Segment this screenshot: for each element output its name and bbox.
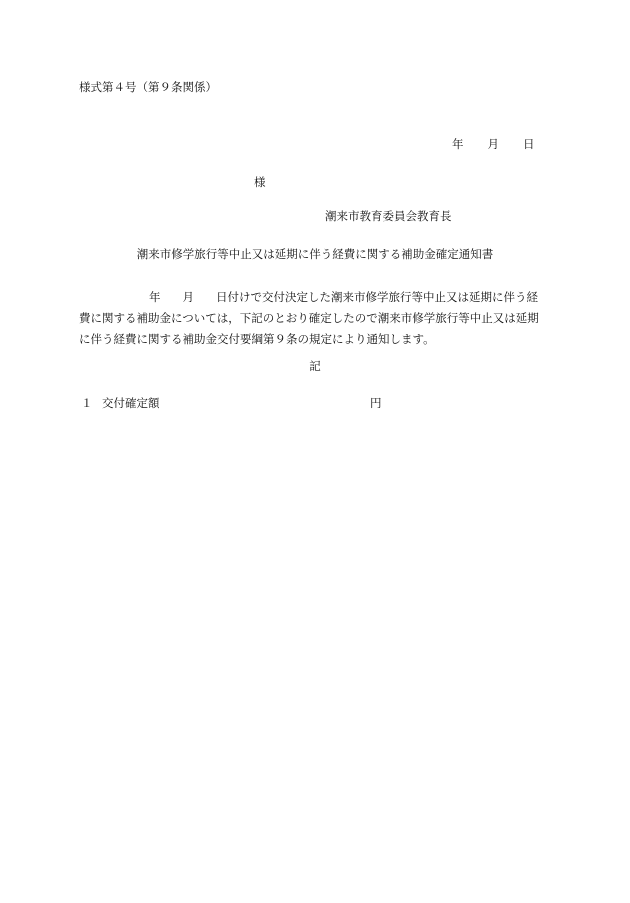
date-line [452, 139, 535, 151]
body-line-1-text: 日付けで交付決定した潮来市修学旅行等中止又は延期に伴う経 [216, 290, 538, 304]
body-line-3: に伴う経費に関する補助金交付要綱第９条の規定により通知します。 [79, 332, 435, 346]
date-month-label: 月 [487, 137, 499, 151]
form-number: 様式第４号（第９条関係） [79, 80, 217, 94]
ki-heading: 記 [309, 359, 321, 373]
list-item [81, 398, 160, 410]
date-day-label: 日 [523, 137, 535, 151]
item-number: １ [81, 396, 93, 410]
item-label: 交付確定額 [102, 396, 160, 410]
body-year-label: 年 [149, 290, 161, 304]
body-month-label: 月 [182, 290, 194, 304]
body-line-2: 費に関する補助金については，下記のとおり確定したので潮来市修学旅行等中止又は延期 [79, 311, 539, 325]
item-unit: 円 [370, 396, 382, 410]
date-year-label: 年 [452, 137, 464, 151]
body-line-1 [79, 287, 554, 308]
body-paragraph [79, 287, 554, 350]
document-title: 潮来市修学旅行等中止又は延期に伴う経費に関する補助金確定通知書 [136, 247, 494, 261]
issuer-title: 潮来市教育委員会教育長 [325, 209, 452, 223]
addressee-suffix: 様 [254, 175, 266, 189]
